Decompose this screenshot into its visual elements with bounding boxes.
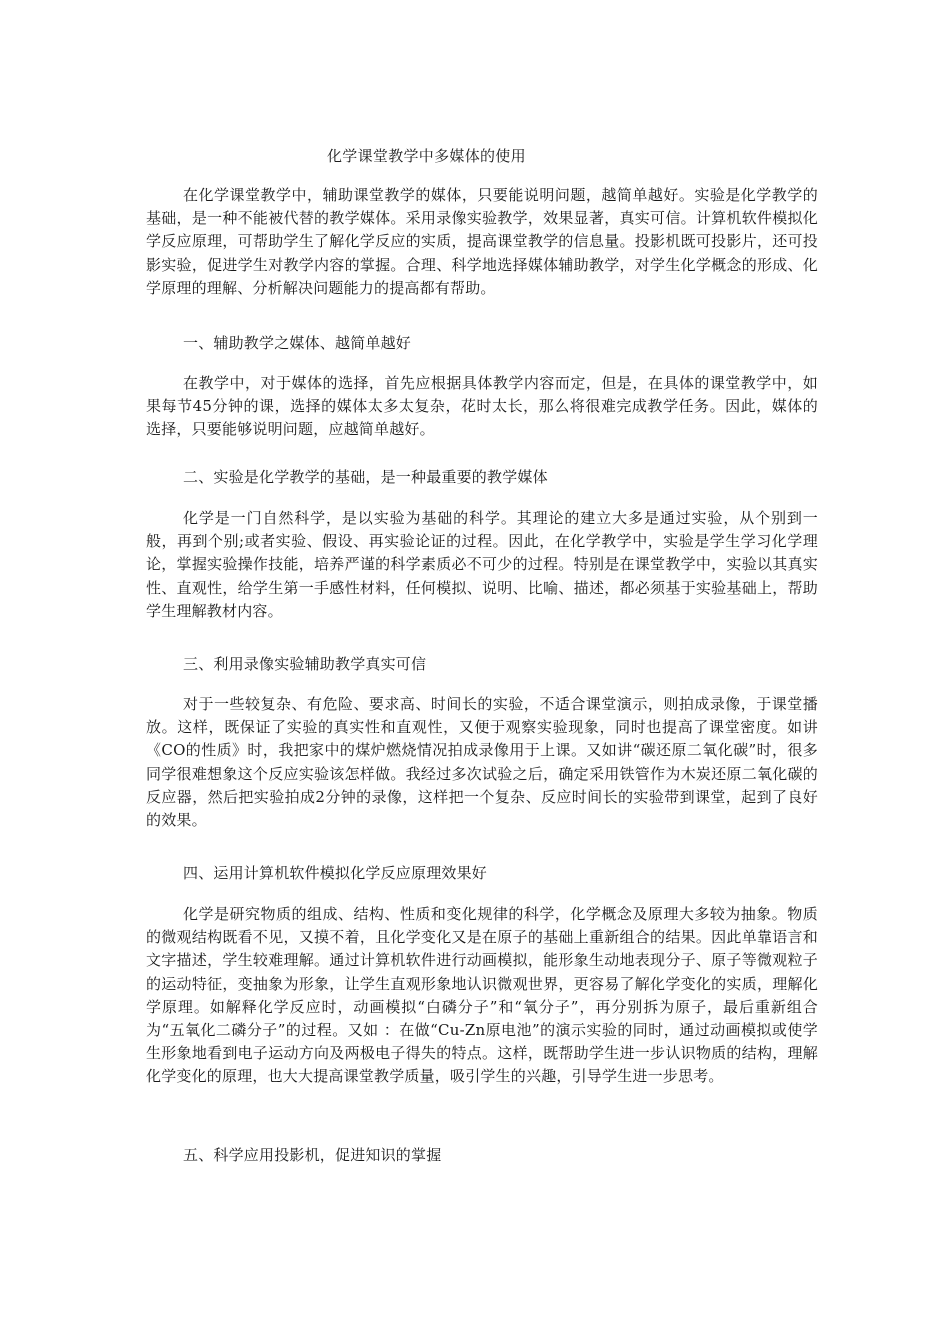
section-1-heading: 一、辅助教学之媒体、越简单越好 <box>183 334 412 352</box>
section-1-paragraph: 在教学中，对于媒体的选择，首先应根据具体教学内容而定，但是，在具体的课堂教学中，如果每节45分钟的课，选择的媒体太多太复杂，花时太长，那么将很难完成教学任务。因此，媒体的选择，只要能够说明问题，应越简单越好。 <box>146 374 818 439</box>
section-3-paragraph: 对于一些较复杂、有危险、要求高、时间长的实验，不适合课堂演示，则拍成录像，于课堂播放。这样，既保证了实验的真实性和直观性，又便于观察实验现象，同时也提高了课堂密度。如讲《CO的性质》时，我把家中的煤炉燃烧情况拍成录像用于上课。又如讲“碳还原二氧化碳”时，很多同学很难想象这个反应实验该怎样做。我经过多次试验之后，确定采用铁管作为木炭还原二氧化碳的反应器，然后把实验拍成2分钟的录像，这样把一个复杂、反应时间长的实验带到课堂，起到了良好的效果。 <box>146 695 818 830</box>
section-5-heading: 五、科学应用投影机，促进知识的掌握 <box>183 1146 442 1164</box>
intro-paragraph: 在化学课堂教学中，辅助课堂教学的媒体，只要能说明问题，越简单越好。实验是化学教学的基础，是一种不能被代替的教学媒体。采用录像实验教学，效果显著，真实可信。计算机软件模拟化学反应原理，可帮助学生了解化学反应的实质，提高课堂教学的信息量。投影机既可投影片，还可投影实验，促进学生对教学内容的掌握。合理、科学地选择媒体辅助教学，对学生化学概念的形成、化学原理的理解、分析解决问题能力的提高都有帮助。 <box>146 186 818 297</box>
document-title: 化学课堂教学中多媒体的使用 <box>327 147 526 165</box>
section-2-paragraph: 化学是一门自然科学，是以实验为基础的科学。其理论的建立大多是通过实验，从个别到一般，再到个别;或者实验、假设、再实验论证的过程。因此，在化学教学中，实验是学生学习化学理论，掌握实验操作技能，培养严谨的科学素质必不可少的过程。特别是在课堂教学中，实验以其真实性、直观性，给学生第一手感性材料，任何模拟、说明、比喻、描述，都必须基于实验基础上，帮助学生理解教材内容。 <box>146 509 818 620</box>
section-3-heading: 三、利用录像实验辅助教学真实可信 <box>183 655 427 673</box>
section-4-heading: 四、运用计算机软件模拟化学反应原理效果好 <box>183 864 488 882</box>
section-4-paragraph: 化学是研究物质的组成、结构、性质和变化规律的科学，化学概念及原理大多较为抽象。物质的微观结构既看不见，又摸不着，且化学变化又是在原子的基础上重新组合的结果。因此单靠语言和文字描述，学生较难理解。通过计算机软件进行动画模拟，能形象生动地表现分子、原子等微观粒子的运动特征，变抽象为形象，让学生直观形象地认识微观世界，更容易了解化学变化的实质，理解化学原理。如解释化学反应时，动画模拟“白磷分子”和“氧分子”，再分别拆为原子，最后重新组合为“五氧化二磷分子”的过程。又如 ：在做“Cu-Zn原电池”的演示实验的同时，通过动画模拟或使学生形象地看到电子运动方向及两极电子得失的特点。这样，既帮助学生进一步认识物质的结构，理解化学变化的原理，也大大提高课堂教学质量，吸引学生的兴趣，引导学生进一步思考。 <box>146 905 818 1086</box>
section-2-heading: 二、实验是化学教学的基础，是一种最重要的教学媒体 <box>183 468 548 486</box>
